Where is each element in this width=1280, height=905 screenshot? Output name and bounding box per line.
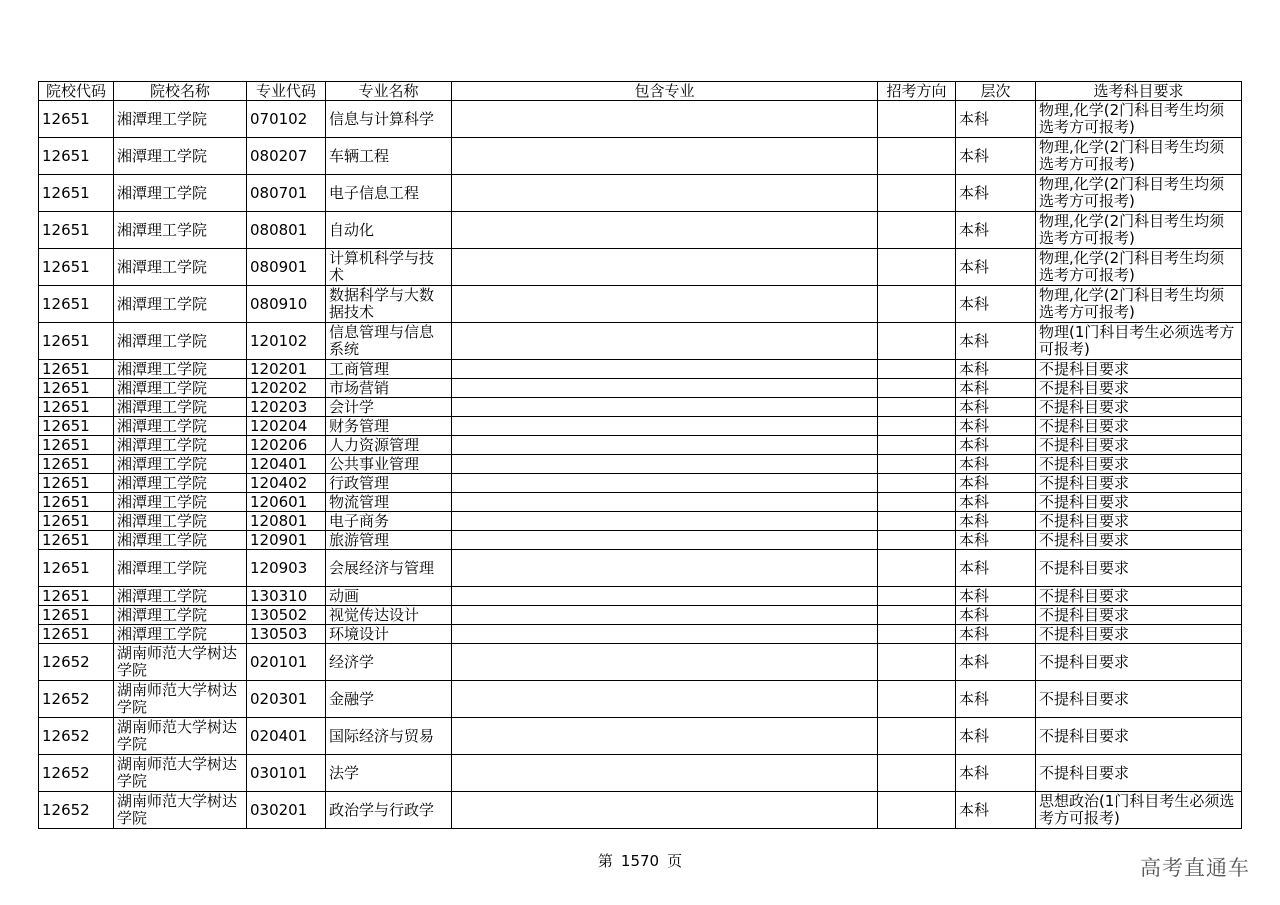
cell-school-code: 12651 — [39, 455, 114, 474]
cell-included-majors — [452, 550, 878, 587]
cell-level: 本科 — [956, 474, 1036, 493]
cell-school-code: 12651 — [39, 417, 114, 436]
cell-major-code: 120202 — [247, 379, 326, 398]
cell-major-name: 旅游管理 — [326, 531, 452, 550]
cell-major-code: 130502 — [247, 606, 326, 625]
table-row — [39, 681, 1242, 718]
cell-school-name: 湘潭理工学院 — [114, 101, 247, 138]
cell-school-code: 12651 — [39, 323, 114, 360]
cell-direction — [878, 379, 956, 398]
cell-major-code: 080701 — [247, 175, 326, 212]
cell-major-code: 080901 — [247, 249, 326, 286]
cell-major-name: 工商管理 — [326, 360, 452, 379]
cell-major-code: 120203 — [247, 398, 326, 417]
cell-level: 本科 — [956, 138, 1036, 175]
cell-major-name: 经济学 — [326, 644, 452, 681]
cell-major-name: 政治学与行政学 — [326, 792, 452, 829]
cell-included-majors — [452, 474, 878, 493]
cell-direction — [878, 398, 956, 417]
cell-level: 本科 — [956, 512, 1036, 531]
cell-level: 本科 — [956, 718, 1036, 755]
cell-level: 本科 — [956, 455, 1036, 474]
table-row — [39, 644, 1242, 681]
cell-school-name: 湘潭理工学院 — [114, 606, 247, 625]
cell-subject-requirement: 不提科目要求 — [1036, 455, 1242, 474]
cell-major-code: 080207 — [247, 138, 326, 175]
cell-included-majors — [452, 512, 878, 531]
cell-major-code: 120204 — [247, 417, 326, 436]
cell-major-code: 120102 — [247, 323, 326, 360]
cell-major-name: 信息管理与信息系统 — [326, 323, 452, 360]
cell-direction — [878, 455, 956, 474]
header-school-code: 院校代码 — [39, 82, 114, 101]
cell-school-name: 湖南师范大学树达学院 — [114, 644, 247, 681]
cell-major-code: 070102 — [247, 101, 326, 138]
cell-school-code: 12651 — [39, 474, 114, 493]
cell-included-majors — [452, 212, 878, 249]
header-subject-requirement: 选考科目要求 — [1036, 82, 1242, 101]
cell-included-majors — [452, 436, 878, 455]
table-row — [39, 718, 1242, 755]
cell-school-name: 湘潭理工学院 — [114, 531, 247, 550]
cell-included-majors — [452, 493, 878, 512]
header-included-majors: 包含专业 — [452, 82, 878, 101]
cell-subject-requirement: 不提科目要求 — [1036, 644, 1242, 681]
cell-direction — [878, 606, 956, 625]
cell-major-code: 080910 — [247, 286, 326, 323]
cell-included-majors — [452, 138, 878, 175]
cell-major-name: 财务管理 — [326, 417, 452, 436]
cell-subject-requirement: 物理(1门科目考生必须选考方可报考) — [1036, 323, 1242, 360]
cell-level: 本科 — [956, 212, 1036, 249]
table-row — [39, 101, 1242, 138]
table-row — [39, 175, 1242, 212]
cell-included-majors — [452, 718, 878, 755]
cell-level: 本科 — [956, 606, 1036, 625]
cell-level: 本科 — [956, 625, 1036, 644]
cell-direction — [878, 474, 956, 493]
cell-school-code: 12652 — [39, 792, 114, 829]
cell-major-name: 车辆工程 — [326, 138, 452, 175]
cell-included-majors — [452, 101, 878, 138]
cell-major-name: 电子商务 — [326, 512, 452, 531]
cell-included-majors — [452, 625, 878, 644]
table-row — [39, 550, 1242, 587]
cell-major-code: 120201 — [247, 360, 326, 379]
cell-included-majors — [452, 417, 878, 436]
cell-major-name: 视觉传达设计 — [326, 606, 452, 625]
page-suffix: 页 — [667, 852, 683, 870]
cell-major-code: 080801 — [247, 212, 326, 249]
cell-level: 本科 — [956, 493, 1036, 512]
cell-included-majors — [452, 249, 878, 286]
cell-level: 本科 — [956, 249, 1036, 286]
cell-major-code: 120401 — [247, 455, 326, 474]
cell-major-name: 市场营销 — [326, 379, 452, 398]
cell-included-majors — [452, 681, 878, 718]
cell-school-code: 12651 — [39, 493, 114, 512]
cell-direction — [878, 625, 956, 644]
table-row — [39, 417, 1242, 436]
cell-direction — [878, 755, 956, 792]
cell-school-code: 12651 — [39, 587, 114, 606]
cell-major-name: 国际经济与贸易 — [326, 718, 452, 755]
cell-school-name: 湖南师范大学树达学院 — [114, 755, 247, 792]
cell-direction — [878, 286, 956, 323]
cell-subject-requirement: 不提科目要求 — [1036, 398, 1242, 417]
cell-level: 本科 — [956, 398, 1036, 417]
cell-school-name: 湘潭理工学院 — [114, 175, 247, 212]
cell-school-code: 12651 — [39, 550, 114, 587]
cell-level: 本科 — [956, 681, 1036, 718]
cell-direction — [878, 644, 956, 681]
cell-direction — [878, 681, 956, 718]
table-row — [39, 493, 1242, 512]
cell-level: 本科 — [956, 550, 1036, 587]
cell-major-name: 法学 — [326, 755, 452, 792]
cell-level: 本科 — [956, 531, 1036, 550]
cell-level: 本科 — [956, 360, 1036, 379]
cell-school-name: 湘潭理工学院 — [114, 212, 247, 249]
cell-school-code: 12651 — [39, 360, 114, 379]
cell-school-name: 湘潭理工学院 — [114, 455, 247, 474]
cell-direction — [878, 417, 956, 436]
cell-direction — [878, 360, 956, 379]
cell-direction — [878, 493, 956, 512]
cell-school-name: 湘潭理工学院 — [114, 550, 247, 587]
cell-major-name: 电子信息工程 — [326, 175, 452, 212]
cell-major-name: 会计学 — [326, 398, 452, 417]
cell-school-code: 12651 — [39, 286, 114, 323]
table-row — [39, 379, 1242, 398]
cell-major-name: 会展经济与管理 — [326, 550, 452, 587]
table-row — [39, 474, 1242, 493]
cell-subject-requirement: 不提科目要求 — [1036, 360, 1242, 379]
cell-major-code: 030201 — [247, 792, 326, 829]
cell-school-code: 12651 — [39, 606, 114, 625]
cell-level: 本科 — [956, 101, 1036, 138]
header-school-name: 院校名称 — [114, 82, 247, 101]
cell-direction — [878, 249, 956, 286]
header-major-name: 专业名称 — [326, 82, 452, 101]
cell-subject-requirement: 物理,化学(2门科目考生均须选考方可报考) — [1036, 212, 1242, 249]
cell-subject-requirement: 思想政治(1门科目考生必须选考方可报考) — [1036, 792, 1242, 829]
table-row — [39, 531, 1242, 550]
cell-major-code: 020301 — [247, 681, 326, 718]
cell-major-name: 物流管理 — [326, 493, 452, 512]
cell-subject-requirement: 物理,化学(2门科目考生均须选考方可报考) — [1036, 101, 1242, 138]
cell-major-name: 公共事业管理 — [326, 455, 452, 474]
cell-level: 本科 — [956, 792, 1036, 829]
cell-school-name: 湘潭理工学院 — [114, 286, 247, 323]
table-row — [39, 625, 1242, 644]
cell-major-name: 自动化 — [326, 212, 452, 249]
cell-major-code: 020401 — [247, 718, 326, 755]
cell-school-name: 湖南师范大学树达学院 — [114, 681, 247, 718]
cell-level: 本科 — [956, 379, 1036, 398]
table-row — [39, 512, 1242, 531]
cell-direction — [878, 587, 956, 606]
cell-school-code: 12652 — [39, 681, 114, 718]
cell-subject-requirement: 不提科目要求 — [1036, 436, 1242, 455]
cell-subject-requirement: 不提科目要求 — [1036, 512, 1242, 531]
cell-included-majors — [452, 606, 878, 625]
table-row — [39, 398, 1242, 417]
cell-included-majors — [452, 755, 878, 792]
cell-school-code: 12651 — [39, 249, 114, 286]
cell-school-code: 12652 — [39, 644, 114, 681]
cell-major-code: 120601 — [247, 493, 326, 512]
cell-included-majors — [452, 379, 878, 398]
cell-direction — [878, 718, 956, 755]
table-row — [39, 606, 1242, 625]
table-row — [39, 249, 1242, 286]
cell-direction — [878, 531, 956, 550]
cell-school-name: 湖南师范大学树达学院 — [114, 792, 247, 829]
cell-school-code: 12651 — [39, 379, 114, 398]
cell-school-code: 12651 — [39, 625, 114, 644]
cell-subject-requirement: 物理,化学(2门科目考生均须选考方可报考) — [1036, 175, 1242, 212]
cell-level: 本科 — [956, 417, 1036, 436]
cell-major-code: 130310 — [247, 587, 326, 606]
cell-major-code: 120206 — [247, 436, 326, 455]
cell-major-code: 120801 — [247, 512, 326, 531]
cell-school-code: 12651 — [39, 175, 114, 212]
cell-level: 本科 — [956, 323, 1036, 360]
table-row — [39, 360, 1242, 379]
cell-school-code: 12651 — [39, 101, 114, 138]
cell-included-majors — [452, 644, 878, 681]
page-footer — [0, 850, 1280, 871]
header-direction: 招考方向 — [878, 82, 956, 101]
cell-school-code: 12652 — [39, 718, 114, 755]
cell-school-code: 12651 — [39, 138, 114, 175]
cell-major-name: 金融学 — [326, 681, 452, 718]
cell-school-code: 12651 — [39, 512, 114, 531]
cell-direction — [878, 138, 956, 175]
cell-major-code: 130503 — [247, 625, 326, 644]
table-row — [39, 323, 1242, 360]
cell-direction — [878, 512, 956, 531]
table-row — [39, 792, 1242, 829]
cell-subject-requirement: 不提科目要求 — [1036, 625, 1242, 644]
cell-level: 本科 — [956, 644, 1036, 681]
header-major-code: 专业代码 — [247, 82, 326, 101]
cell-major-code: 120901 — [247, 531, 326, 550]
cell-subject-requirement: 物理,化学(2门科目考生均须选考方可报考) — [1036, 249, 1242, 286]
cell-subject-requirement: 物理,化学(2门科目考生均须选考方可报考) — [1036, 138, 1242, 175]
cell-subject-requirement: 不提科目要求 — [1036, 606, 1242, 625]
cell-direction — [878, 175, 956, 212]
cell-direction — [878, 323, 956, 360]
cell-school-name: 湘潭理工学院 — [114, 379, 247, 398]
page-prefix: 第 — [597, 852, 613, 870]
admissions-table — [38, 81, 1242, 829]
cell-school-code: 12651 — [39, 398, 114, 417]
cell-school-name: 湘潭理工学院 — [114, 417, 247, 436]
cell-level: 本科 — [956, 436, 1036, 455]
cell-direction — [878, 212, 956, 249]
cell-subject-requirement: 不提科目要求 — [1036, 379, 1242, 398]
cell-major-name: 行政管理 — [326, 474, 452, 493]
header-level: 层次 — [956, 82, 1036, 101]
cell-major-code: 120402 — [247, 474, 326, 493]
cell-subject-requirement: 不提科目要求 — [1036, 550, 1242, 587]
table-header-row — [39, 82, 1242, 101]
cell-subject-requirement: 不提科目要求 — [1036, 474, 1242, 493]
table-row — [39, 587, 1242, 606]
cell-school-name: 湘潭理工学院 — [114, 436, 247, 455]
cell-school-code: 12651 — [39, 531, 114, 550]
cell-included-majors — [452, 286, 878, 323]
cell-subject-requirement: 不提科目要求 — [1036, 531, 1242, 550]
cell-included-majors — [452, 323, 878, 360]
cell-direction — [878, 550, 956, 587]
cell-major-code: 120903 — [247, 550, 326, 587]
table-row — [39, 436, 1242, 455]
cell-included-majors — [452, 587, 878, 606]
cell-major-name: 环境设计 — [326, 625, 452, 644]
cell-major-name: 人力资源管理 — [326, 436, 452, 455]
cell-school-name: 湘潭理工学院 — [114, 138, 247, 175]
cell-level: 本科 — [956, 175, 1036, 212]
cell-subject-requirement: 不提科目要求 — [1036, 718, 1242, 755]
cell-school-name: 湘潭理工学院 — [114, 625, 247, 644]
cell-direction — [878, 101, 956, 138]
cell-major-name: 计算机科学与技术 — [326, 249, 452, 286]
cell-school-name: 湘潭理工学院 — [114, 360, 247, 379]
page-number: 1570 — [620, 852, 660, 870]
cell-major-code: 020101 — [247, 644, 326, 681]
cell-school-name: 湘潭理工学院 — [114, 493, 247, 512]
cell-included-majors — [452, 398, 878, 417]
cell-school-name: 湘潭理工学院 — [114, 398, 247, 417]
cell-direction — [878, 436, 956, 455]
cell-school-code: 12652 — [39, 755, 114, 792]
table-row — [39, 755, 1242, 792]
cell-school-name: 湘潭理工学院 — [114, 474, 247, 493]
cell-school-name: 湘潭理工学院 — [114, 512, 247, 531]
table-row — [39, 455, 1242, 474]
cell-subject-requirement: 物理,化学(2门科目考生均须选考方可报考) — [1036, 286, 1242, 323]
cell-major-name: 动画 — [326, 587, 452, 606]
cell-school-code: 12651 — [39, 436, 114, 455]
table-row — [39, 286, 1242, 323]
cell-level: 本科 — [956, 755, 1036, 792]
table-row — [39, 212, 1242, 249]
cell-included-majors — [452, 531, 878, 550]
cell-major-name: 数据科学与大数据技术 — [326, 286, 452, 323]
cell-subject-requirement: 不提科目要求 — [1036, 587, 1242, 606]
cell-major-name: 信息与计算科学 — [326, 101, 452, 138]
cell-school-name: 湘潭理工学院 — [114, 323, 247, 360]
cell-level: 本科 — [956, 286, 1036, 323]
cell-school-code: 12651 — [39, 212, 114, 249]
cell-subject-requirement: 不提科目要求 — [1036, 493, 1242, 512]
cell-school-name: 湘潭理工学院 — [114, 587, 247, 606]
cell-subject-requirement: 不提科目要求 — [1036, 417, 1242, 436]
watermark-logo: 高考直通车 — [1140, 856, 1250, 880]
cell-major-code: 030101 — [247, 755, 326, 792]
cell-school-name: 湘潭理工学院 — [114, 249, 247, 286]
table-row — [39, 138, 1242, 175]
cell-included-majors — [452, 360, 878, 379]
cell-included-majors — [452, 175, 878, 212]
cell-subject-requirement: 不提科目要求 — [1036, 681, 1242, 718]
cell-included-majors — [452, 792, 878, 829]
cell-included-majors — [452, 455, 878, 474]
cell-subject-requirement: 不提科目要求 — [1036, 755, 1242, 792]
cell-school-name: 湖南师范大学树达学院 — [114, 718, 247, 755]
cell-direction — [878, 792, 956, 829]
cell-level: 本科 — [956, 587, 1036, 606]
